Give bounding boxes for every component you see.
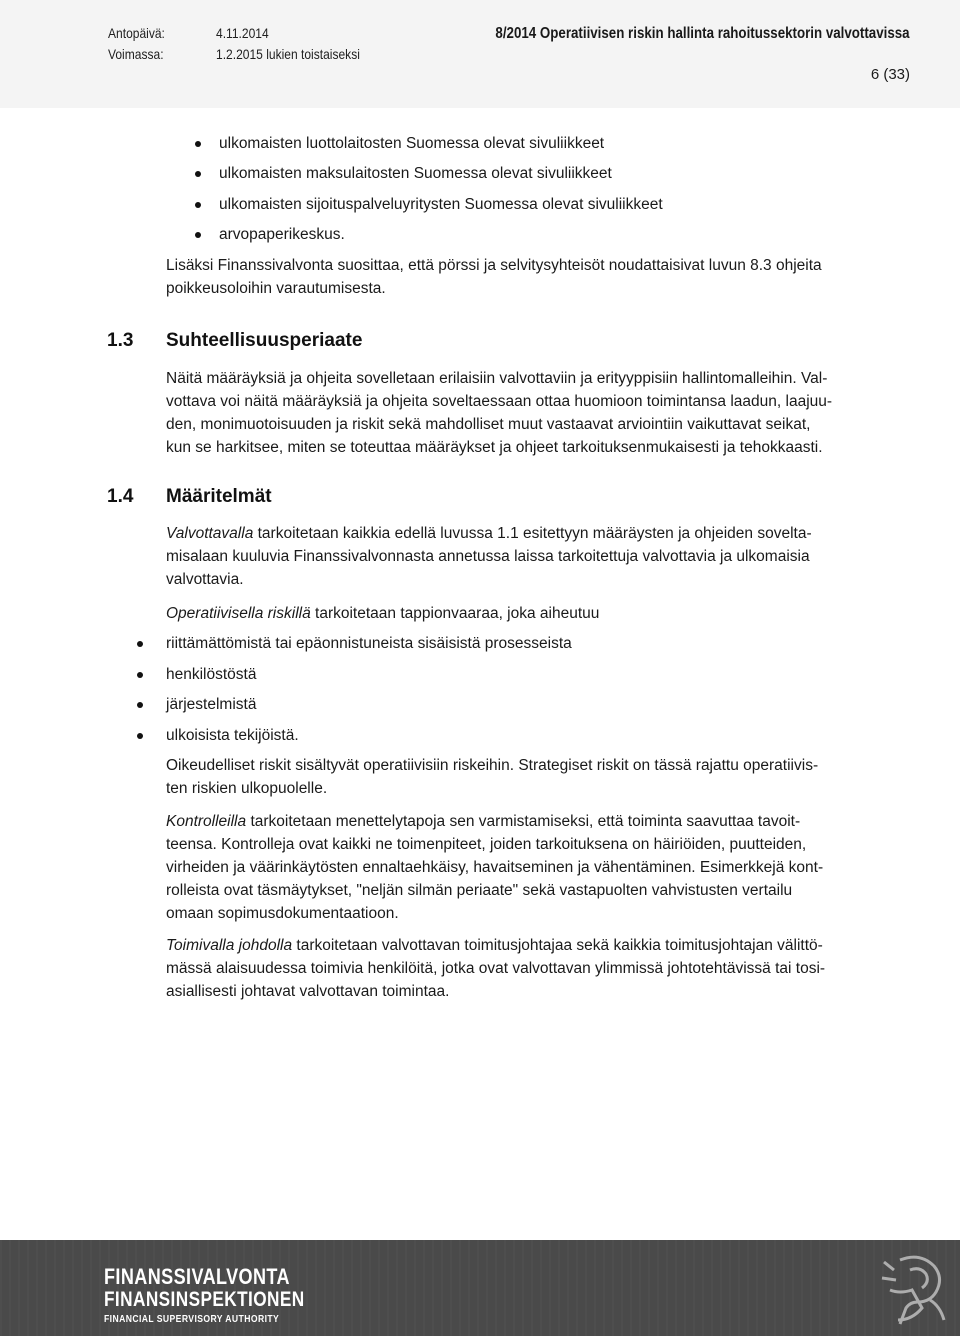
paragraph-line (166, 810, 800, 834)
lion-emblem-icon (870, 1240, 960, 1336)
paragraph-line: ten riskien ulkopuolelle. (166, 780, 328, 797)
paragraph-line: poikkeusoloihin varautumisesta. (166, 280, 386, 297)
valid-label: Voimassa: (108, 46, 164, 62)
list-item: ulkoisista tekijöistä. (166, 727, 299, 744)
paragraph-line: kun se harkitsee, miten se toteuttaa määräykset ja ohjeet tarkoituksenmukaisesti ja tehokkaasti. (166, 439, 823, 456)
bullet-dot (195, 232, 201, 238)
defined-term: Operatiivisella riskillä (166, 605, 311, 622)
list-item: ulkomaisten luottolaitosten Suomessa olevat sivuliikkeet (219, 135, 605, 152)
logo-text-en: FINANCIAL SUPERVISORY AUTHORITY (104, 1313, 280, 1325)
paragraph-line (166, 602, 599, 626)
defined-term: Valvottavalla (166, 525, 254, 542)
bullet-dot (137, 641, 143, 647)
paragraph-line: misalaan kuuluvia Finanssivalvonnasta annetussa laissa tarkoitettuja valvottavia ja ulkomaisia (166, 548, 810, 565)
paragraph-line (166, 522, 812, 546)
definition-text: tarkoitetaan valvottavan toimitusjohtajaa sekä kaikkia toimitusjohtajan välittö- (292, 937, 823, 954)
bullet-dot (195, 171, 201, 177)
logo-text-fi: FINANSSIVALVONTA (104, 1264, 290, 1289)
definition-text: tarkoitetaan kaikkia edellä luvussa 1.1 esitettyyn määräysten ja ohjeiden sovelta- (253, 525, 812, 542)
section-number: 1.4 (107, 486, 134, 507)
paragraph-line: Oikeudelliset riskit sisältyvät operatiivisiin riskeihin. Strategiset riskit on tässä rajattu operatiivis- (166, 757, 819, 774)
paragraph-line (166, 934, 823, 958)
definition-text: tarkoitetaan menettelytapoja sen varmistamiseksi, että toiminta saavuttaa tavoit- (246, 813, 801, 830)
paragraph-line: rolleista ovat täsmäytykset, "neljän silmän periaate" sekä vastapuolten vahvistusten vertailu (166, 882, 793, 899)
bullet-dot (195, 141, 201, 147)
paragraph-line: valvottavia. (166, 571, 244, 588)
date-label: Antopäivä: (108, 25, 165, 41)
paragraph-line: vottava voi näitä määräyksiä ja ohjeita soveltaessaan ottaa huomioon toimintansa laadun, laajuu- (166, 393, 833, 410)
paragraph-line: mässä alaisuudessa toimivia henkilöitä, jotka ovat valvottavan ylimmissä johtotehtävissä tai tosi- (166, 960, 826, 977)
list-item: järjestelmistä (166, 696, 257, 713)
section-heading: Määritelmät (166, 486, 272, 507)
list-item: arvopaperikeskus. (219, 226, 345, 243)
defined-term: Kontrolleilla (166, 813, 247, 830)
bullet-dot (137, 672, 143, 678)
paragraph-line: Lisäksi Finanssivalvonta suosittaa, että pörssi ja selvitysyhteisöt noudattaisivat luvun 8.3 ohjeita (166, 257, 822, 274)
definition-text: tarkoitetaan tappionvaaraa, joka aiheutuu (310, 605, 600, 622)
bullet-dot (137, 702, 143, 708)
section-number: 1.3 (107, 330, 134, 351)
list-item: ulkomaisten maksulaitosten Suomessa olevat sivuliikkeet (219, 165, 612, 182)
defined-term: Toimivalla johdolla (166, 937, 293, 954)
page-footer (0, 1240, 960, 1336)
date-row (108, 25, 165, 41)
paragraph-line: omaan sopimusdokumentaatioon. (166, 905, 399, 922)
bullet-dot (195, 202, 201, 208)
list-item: ulkomaisten sijoituspalveluyritysten Suomessa olevat sivuliikkeet (219, 196, 663, 213)
paragraph-line: den, monimuotoisuuden ja riskit sekä mahdolliset muut vastaavat arviointiin vaikuttavat seikat, (166, 416, 811, 433)
paragraph-line: teensa. Kontrolleja ovat kaikki ne toimenpiteet, joiden tarkoituksena on häiriöiden, puutteiden, (166, 836, 807, 853)
date-value: 4.11.2014 (216, 25, 269, 41)
paragraph-line: virheiden ja väärinkäytösten ennaltaehkäisy, havaitseminen ja vähentäminen. Esimerkkejä kont- (166, 859, 824, 876)
document-title: 8/2014 Operatiivisen riskin hallinta rahoitussektorin valvottavissa (495, 25, 910, 42)
paragraph-line: asiallisesti johtavat valvottavan toimintaa. (166, 983, 450, 1000)
page-header (0, 0, 960, 108)
list-item: henkilöstöstä (166, 666, 257, 683)
logo-text-sv: FINANSINSPEKTIONEN (104, 1288, 305, 1311)
paragraph-line: Näitä määräyksiä ja ohjeita sovelletaan erilaisiin valvottaviin ja erityyppisiin hallintomalleihin. Val- (166, 370, 828, 387)
valid-value: 1.2.2015 lukien toistaiseksi (216, 46, 360, 62)
section-heading: Suhteellisuusperiaate (166, 330, 363, 351)
page-number: 6 (33) (870, 66, 910, 83)
list-item: riittämättömistä tai epäonnistuneista sisäisistä prosesseista (166, 635, 572, 652)
bullet-dot (137, 733, 143, 739)
